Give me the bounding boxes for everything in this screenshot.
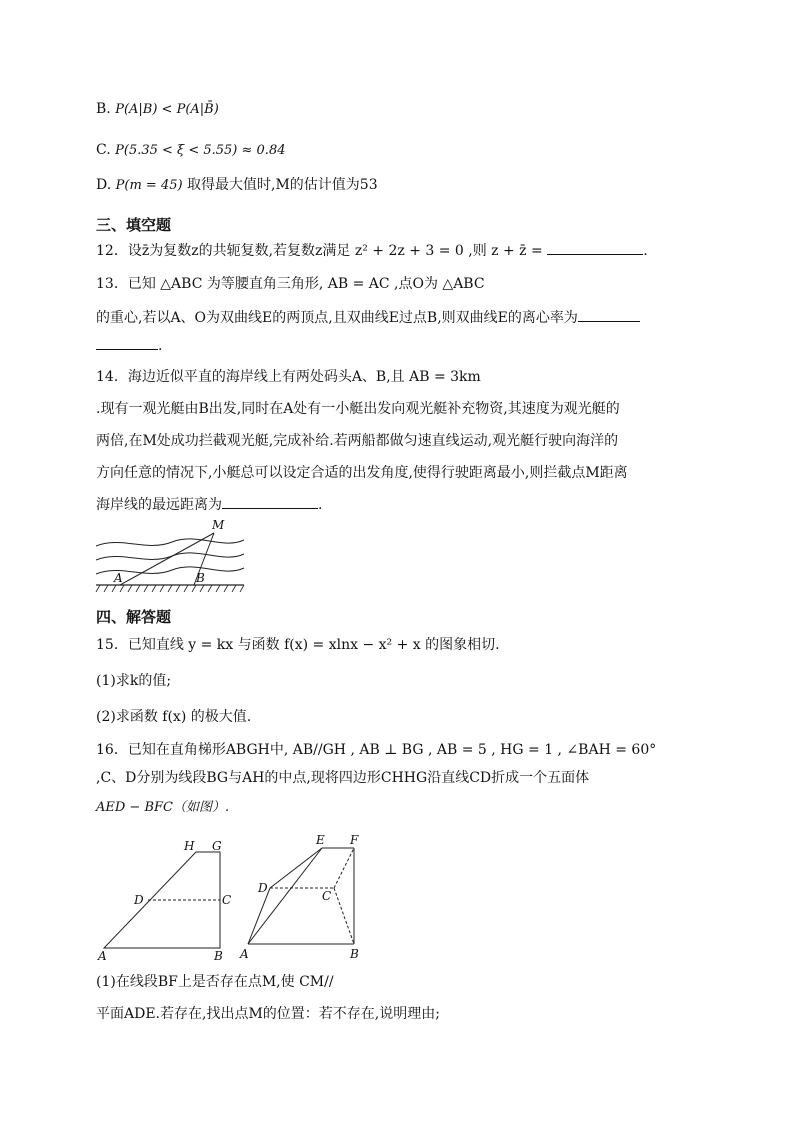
edge-ad <box>248 888 270 944</box>
wave-line-1 <box>96 539 244 546</box>
label-a: A <box>114 571 123 585</box>
q15-part-1: (1)求k的值; <box>96 673 172 689</box>
wave-line-2 <box>96 553 244 560</box>
label-d: D <box>134 893 144 907</box>
q12-answer-blank[interactable] <box>547 240 643 255</box>
coast-hatching <box>96 585 244 592</box>
question-16 <box>96 739 698 819</box>
option-d-text: 取得最大值时,M的估计值为53 <box>187 177 378 193</box>
edge-ae <box>248 848 322 944</box>
label-m: M <box>212 518 225 532</box>
q14-end: . <box>318 497 323 513</box>
label-b: B <box>214 949 223 963</box>
question-14 <box>96 366 698 516</box>
label-a: A <box>98 949 107 963</box>
label-c: C <box>222 893 232 907</box>
option-d <box>96 174 698 197</box>
q16-line-3: AED − BFC（如图）. <box>96 800 230 815</box>
q14-line-4: 方向任意的情况下,小艇总可以设定合适的出发角度,使得行驶距离最小,则拦截点M距离 <box>96 465 628 481</box>
q12-end: . <box>643 243 648 259</box>
label-g: G <box>212 839 222 853</box>
edge-cf <box>334 848 354 888</box>
q16-part-1-line-1: (1)在线段BF上是否存在点M,使 CM// <box>96 974 334 990</box>
option-b <box>96 98 698 121</box>
q16-pentahedron-figure <box>234 828 374 964</box>
q14-line-2: .现有一观光艇由B出发,同时在A处有一小艇出发向观光艇补充物资,其速度为观光艇的 <box>96 401 620 417</box>
section-fill-in-title: 三、填空题 <box>96 216 172 234</box>
label-b: B <box>196 571 205 585</box>
q13-line-2: 的重心,若以A、O为双曲线E的两顶点,且双曲线E过点B,则双曲线E的离心率为 <box>96 310 578 326</box>
option-d-label: D. <box>96 177 112 193</box>
option-b-label: B. <box>96 101 111 117</box>
edge-cb <box>334 888 354 944</box>
option-c <box>96 139 698 162</box>
q13-answer-blank-part2[interactable] <box>96 335 158 350</box>
q16-part-1-line-2: 平面ADE.若存在,找出点M的位置：若不存在,说明理由; <box>96 1006 440 1022</box>
q14-line-1: 14．海边近似平直的海岸线上有两处码头A、B,且 AB = 3km <box>96 369 481 385</box>
q15-line-1: 15．已知直线 y = kx 与函数 f(x) = xlnx − x² + x 的图象相切. <box>96 637 500 653</box>
label-e: E <box>316 833 325 847</box>
q16-line-2: ,C、D分别为线段BG与AH的中点,现将四边形CHHG沿直线CD折成一个五面体 <box>96 770 590 786</box>
q14-answer-blank[interactable] <box>222 494 318 509</box>
q13-line-1: 13．已知 △ABC 为等腰直角三角形, AB = AC ,点O为 △ABC <box>96 276 485 292</box>
trapezoid-abgh <box>104 852 220 948</box>
label-c: C <box>322 889 332 903</box>
label-a: A <box>240 947 249 961</box>
option-c-label: C. <box>96 142 111 158</box>
question-12 <box>96 240 698 262</box>
q14-line-5: 海岸线的最远距离为 <box>96 497 222 513</box>
q13-end: . <box>158 338 163 354</box>
q12-text: 12．设z̄为复数z的共轭复数,若复数z满足 z² + 2z + 3 = 0 ,则 z + z̄ = <box>96 243 548 259</box>
q14-coastline-figure <box>92 516 252 594</box>
label-f: F <box>350 833 359 847</box>
q14-line-3: 两倍,在M处成功拦截观光艇,完成补给.若两船都做匀速直线运动,观光艇行驶向海洋的 <box>96 433 619 449</box>
question-13 <box>96 273 698 357</box>
option-b-formula: P(A|B) < P(A|B̄) <box>115 102 219 117</box>
q16-part-1 <box>96 971 698 1025</box>
label-b: B <box>350 947 359 961</box>
question-15 <box>96 634 698 728</box>
q13-answer-blank-part1[interactable] <box>578 307 640 322</box>
option-c-formula: P(5.35 < ξ < 5.55) ≈ 0.84 <box>115 143 286 158</box>
label-d: D <box>258 881 268 895</box>
q15-part-2: (2)求函数 f(x) 的极大值. <box>96 709 252 725</box>
q16-trapezoid-figure <box>92 832 242 964</box>
q16-line-1: 16．已知在直角梯形ABGH中, AB//GH , AB ⊥ BG , AB = 5 , HG = 1 , ∠BAH = 60° <box>96 742 657 758</box>
label-h: H <box>184 839 195 853</box>
option-d-formula: P(m = 45) <box>115 178 183 193</box>
section-answer-title: 四、解答题 <box>96 608 172 626</box>
